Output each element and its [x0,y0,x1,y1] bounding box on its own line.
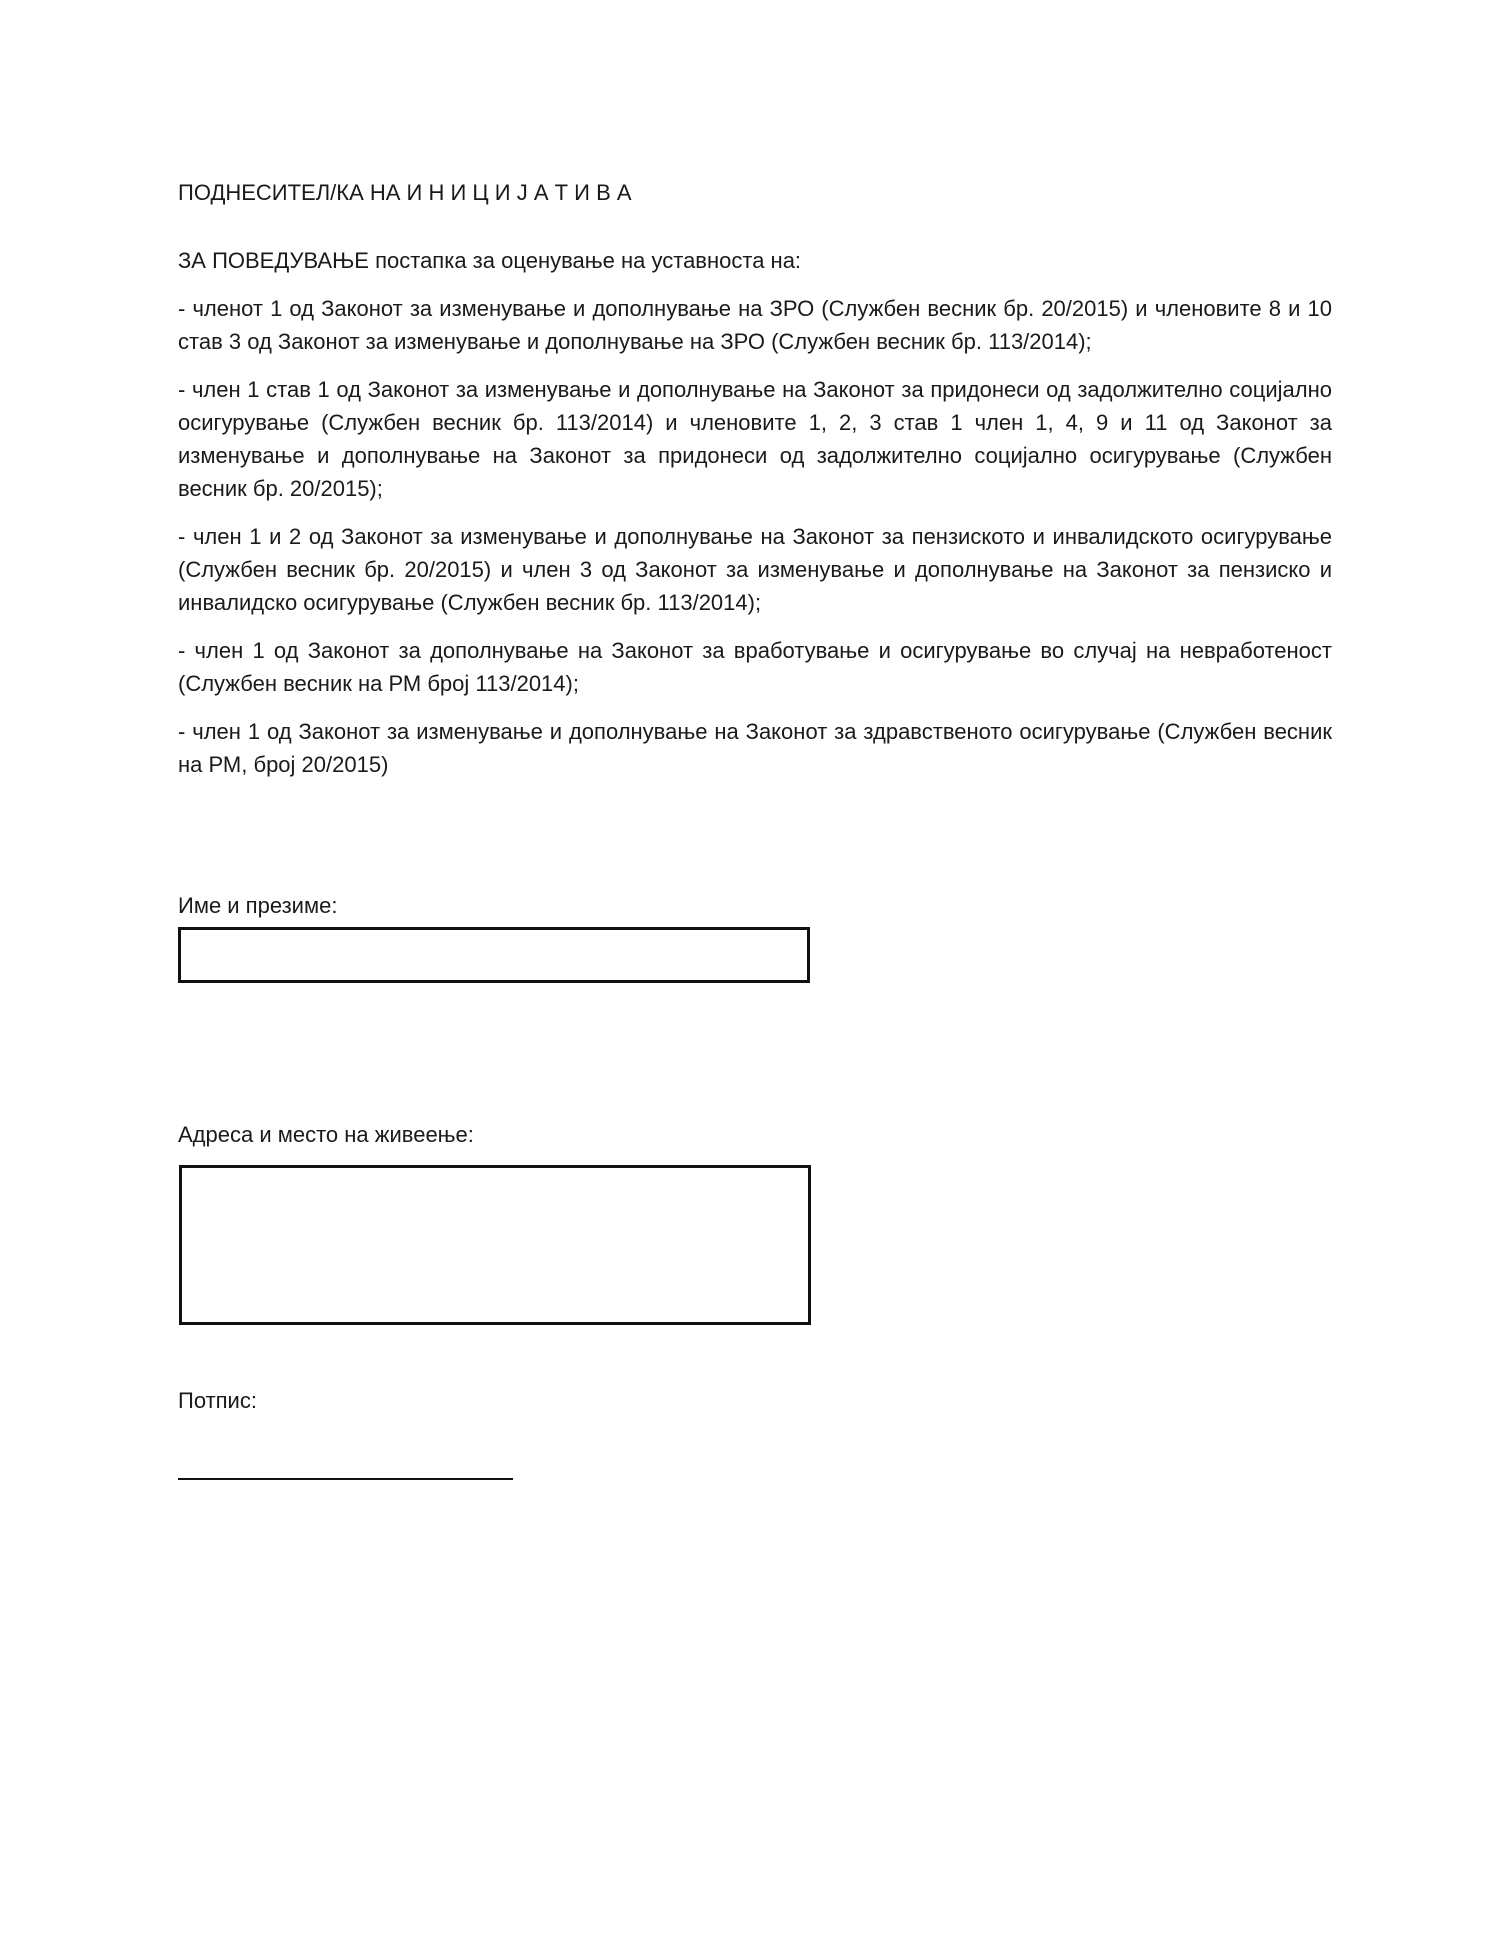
law-article-item: - член 1 од Законот за дополнување на Законот за вработување и осигурување во случај на невработеност (Службен весник на РМ број 113/2014); [178,638,1332,696]
address-field[interactable] [179,1165,811,1325]
document-subtitle: ЗА ПОВЕДУВАЊЕ постапка за оценување на уставноста на: [178,248,802,273]
document-title: ПОДНЕСИТЕЛ/КА НА И Н И Ц И Ј А Т И В А [178,180,632,205]
law-article-item: - членот 1 од Законот за изменување и дополнување на ЗРО (Службен весник бр. 20/2015) и членовите 8 и 10 став 3 од Законот за изменување и дополнување на ЗРО (Службен весник бр. 113/2014); [178,296,1332,354]
law-article-item: - член 1 од Законот за изменување и дополнување на Законот за здравственото осигурување (Службен весник на РМ, број 20/2015) [178,719,1332,777]
address-field-label: Адреса и место на живеење: [178,1122,474,1147]
law-article-item: - член 1 и 2 од Законот за изменување и дополнување на Законот за пензиското и инвалидското осигурување (Службен весник бр. 20/2015) и член 3 од Законот за изменување и дополнување на Законот за пензиско и инвалидско осигурување (Службен весник бр. 113/2014); [178,524,1332,615]
name-field[interactable] [178,927,810,983]
signature-line[interactable] [178,1478,513,1480]
law-article-item: - член 1 став 1 од Законот за изменување и дополнување на Законот за придонеси од задолжително социјално осигурување (Службен весник бр. 113/2014) и членовите 1, 2, 3 став 1 член 1, 4, 9 и 11 од Законот за изменување и дополнување на Законот за придонеси од задолжително социјално осигурување (Службен весник бр. 20/2015); [178,377,1332,501]
signature-label: Потпис: [178,1388,257,1413]
law-articles-list [178,292,1332,796]
name-field-label: Име и презиме: [178,893,338,918]
